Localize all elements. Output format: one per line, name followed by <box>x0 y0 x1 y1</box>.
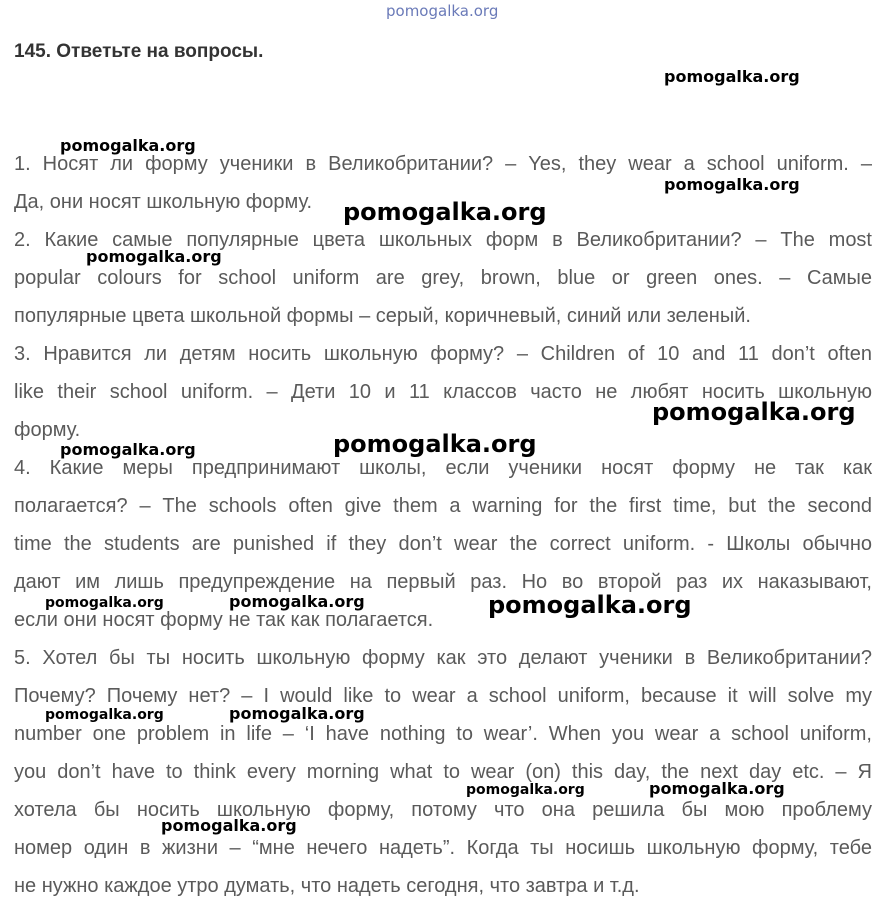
watermark: pomogalka.org <box>488 591 692 619</box>
answer-4-line-4: дают им лишь предупреждение на первый раз. Но во второй раз их наказывают, <box>14 571 872 593</box>
answer-5-line-1: 5. Хотел бы ты носить школьную форму как это делают ученики в Великобритании? <box>14 647 872 669</box>
answer-3-line-1: 3. Нравится ли детям носить школьную форму? – Children of 10 and 11 don’t often <box>14 343 872 365</box>
answer-5-line-7: не нужно каждое утро думать, что надеть сегодня, что завтра и т.д. <box>14 875 640 897</box>
answer-1-line-2: Да, они носят школьную форму. <box>14 191 313 213</box>
watermark: pomogalka.org <box>161 816 297 835</box>
answer-1-line-1: 1. Носят ли форму ученики в Великобритании? – Yes, they wear a school uniform. – <box>14 153 872 175</box>
answer-4-line-3: time the students are punished if they don’t wear the correct uniform. - Школы обычно <box>14 533 872 555</box>
watermark: pomogalka.org <box>229 592 365 611</box>
header-watermark: pomogalka.org <box>386 2 499 20</box>
watermark: pomogalka.org <box>60 136 196 155</box>
watermark: pomogalka.org <box>664 175 800 194</box>
answer-3-line-2: like their school uniform. – Дети 10 и 11 классов часто не любят носить школьную <box>14 381 872 403</box>
watermark: pomogalka.org <box>664 67 800 86</box>
watermark: pomogalka.org <box>343 198 547 226</box>
watermark: pomogalka.org <box>652 398 856 426</box>
watermark: pomogalka.org <box>466 782 585 798</box>
answer-4-line-2: полагается? – The schools often give them a warning for the first time, but the second <box>14 495 872 517</box>
watermark: pomogalka.org <box>229 704 365 723</box>
answer-2-line-1: 2. Какие самые популярные цвета школьных форм в Великобритании? – The most <box>14 229 872 251</box>
watermark: pomogalka.org <box>45 707 164 723</box>
watermark: pomogalka.org <box>333 430 537 458</box>
answer-5-line-3: number one problem in life – ‘I have nothing to wear’. When you wear a school uniform, <box>14 723 872 745</box>
answer-5-line-6: номер один в жизни – “мне нечего надеть”. Когда ты носишь школьную форму, тебе <box>14 837 872 859</box>
watermark: pomogalka.org <box>60 440 196 459</box>
answer-4-line-1: 4. Какие меры предпринимают школы, если ученики носят форму не так как <box>14 457 872 479</box>
watermark: pomogalka.org <box>45 595 164 611</box>
answer-5-line-2: Почему? Почему нет? – I would like to wear a school uniform, because it will solve my <box>14 685 872 707</box>
answer-4-line-5: если они носят форму не так как полагается. <box>14 609 434 631</box>
exercise-heading: 145. Ответьте на вопросы. <box>14 41 264 62</box>
answer-5-line-4: you don’t have to think every morning what to wear (on) this day, the next day etc. – Я <box>14 761 872 783</box>
answer-5-line-5: хотела бы носить школьную форму, потому что она решила бы мою проблему <box>14 799 872 821</box>
answer-2-line-3: популярные цвета школьной формы – серый, коричневый, синий или зеленый. <box>14 305 751 327</box>
answer-2-line-2: popular colours for school uniform are grey, brown, blue or green ones. – Самые <box>14 267 872 289</box>
watermark: pomogalka.org <box>649 779 785 798</box>
answer-3-line-3: форму. <box>14 419 81 441</box>
watermark: pomogalka.org <box>86 247 222 266</box>
